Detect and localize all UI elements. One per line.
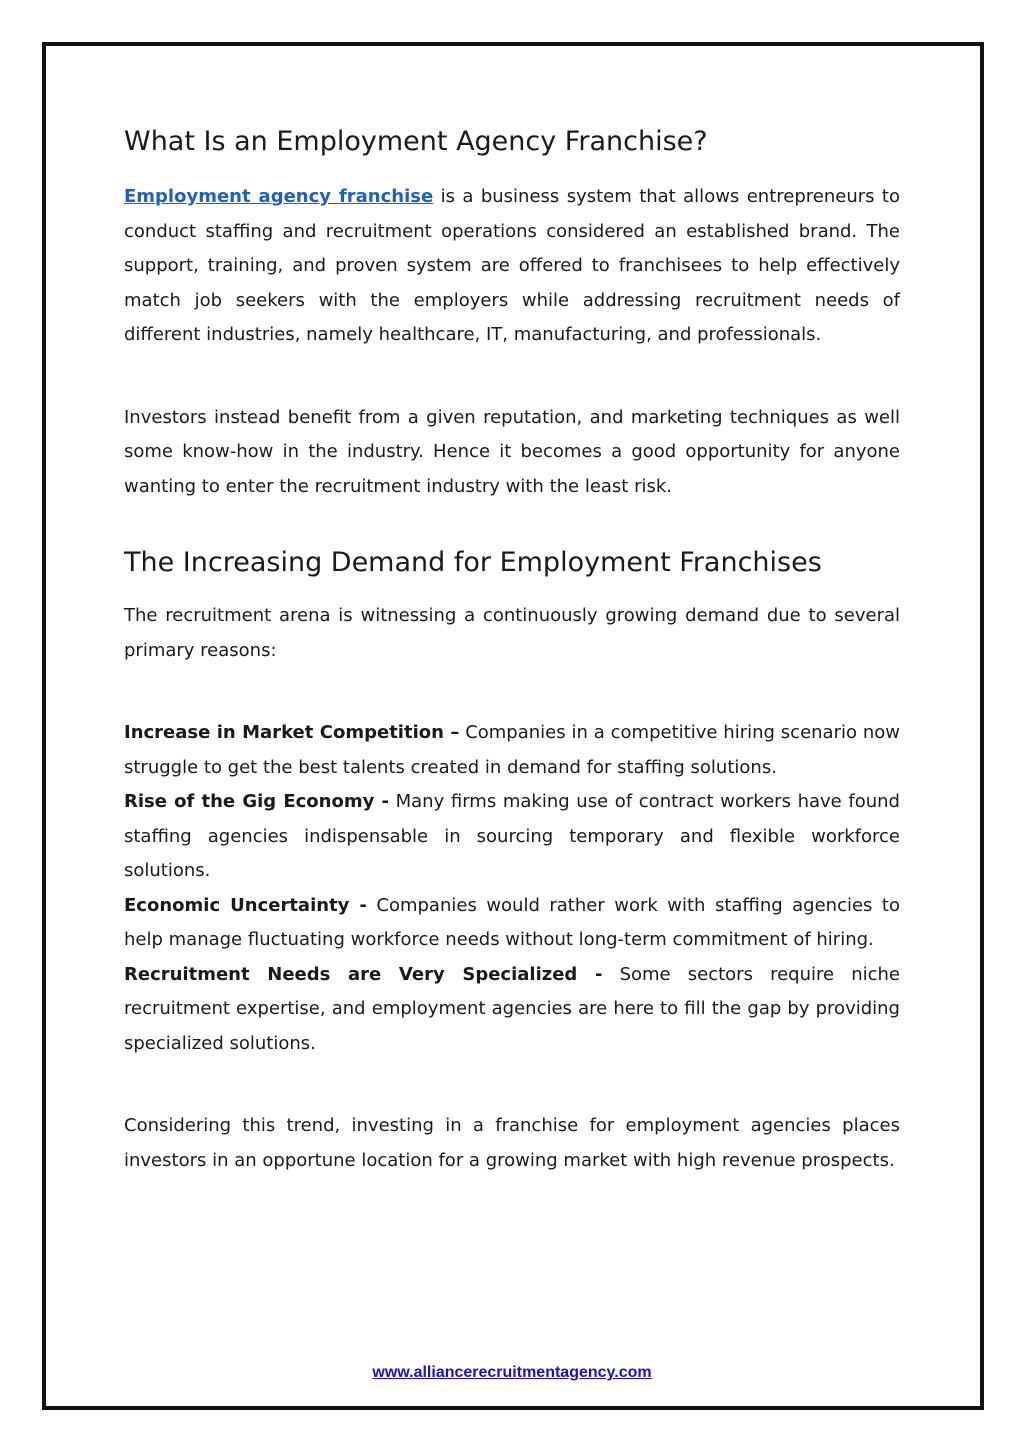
section-heading-what-is: What Is an Employment Agency Franchise?	[124, 126, 708, 157]
reasons-list	[124, 716, 900, 1061]
employment-agency-franchise-link[interactable]: Employment agency franchise	[124, 186, 434, 207]
demand-intro-paragraph: The recruitment arena is witnessing a continuously growing demand due to several primary reasons:	[124, 605, 900, 661]
reason-item	[124, 785, 900, 889]
reason-title: Increase in Market Competition –	[124, 722, 460, 743]
website-link[interactable]: www.alliancerecruitmentagency.com	[372, 1364, 652, 1381]
intro-paragraph	[124, 180, 900, 353]
investors-paragraph: Investors instead benefit from a given reputation, and marketing techniques as well some know-how in the industry. Hence it becomes a good opportunity for anyone wanting to enter the recruitment industry with the least risk.	[124, 406, 900, 497]
reason-title: Rise of the Gig Economy -	[124, 791, 389, 812]
reason-item	[124, 889, 900, 958]
document-body	[124, 120, 900, 1178]
reason-text: Companies in a competitive hiring scenario now struggle to get the best talents created in demand for staffing solutions.	[124, 722, 900, 778]
section-heading-demand: The Increasing Demand for Employment Franchises	[124, 547, 822, 578]
footer	[0, 1364, 1024, 1382]
reason-title: Recruitment Needs are Very Specialized -	[124, 963, 603, 985]
reason-item	[124, 958, 900, 1062]
intro-paragraph-text: is a business system that allows entrepreneurs to conduct staffing and recruitment operations considered an established brand. The support, training, and proven system are offered to franchisees to help effectively match job seekers with the employers while addressing recruitment needs of different industries, namely healthcare, IT, manufacturing, and professionals.	[124, 186, 900, 345]
conclusion-paragraph: Considering this trend, investing in a franchise for employment agencies places investors in an opportune location for a growing market with high revenue prospects.	[124, 1115, 900, 1171]
reason-text: Many firms making use of contract workers have found staffing agencies indispensable in sourcing temporary and flexible workforce solutions.	[124, 791, 900, 881]
reason-title: Economic Uncertainty -	[124, 894, 367, 916]
reason-text: Companies would rather work with staffing agencies to help manage fluctuating workforce needs without long-term commitment of hiring.	[124, 894, 900, 950]
reason-item	[124, 716, 900, 785]
reason-text: Some sectors require niche recruitment expertise, and employment agencies are here to fill the gap by providing specialized solutions.	[124, 963, 900, 1054]
